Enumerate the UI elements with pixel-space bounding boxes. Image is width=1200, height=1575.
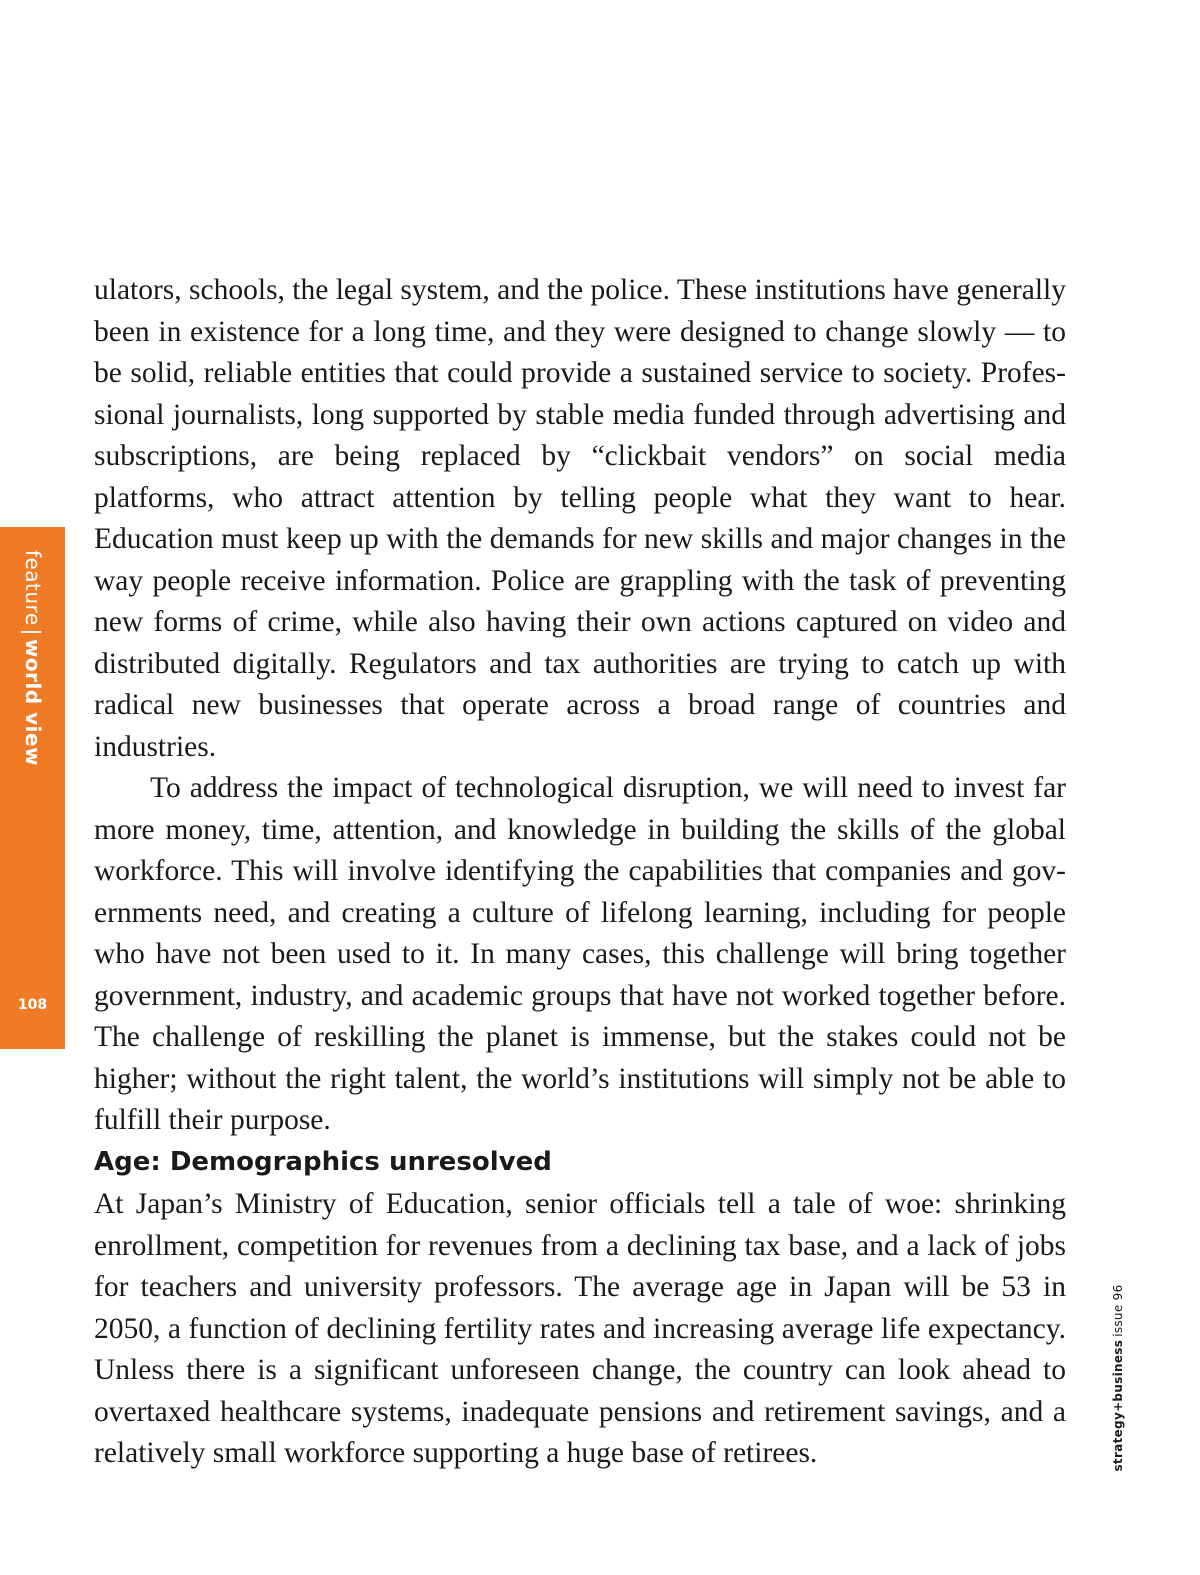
section-label-category: feature	[21, 549, 45, 626]
publication-issue: issue 96	[1111, 1284, 1125, 1337]
section-paragraph: At Japan’s Ministry of Education, senior officials tell a tale of woe: shrinking enrollment, competition for revenues from a declining tax base, and a lack of jobs for teachers and university professors. The average age in Japan will be 53 in 2050, a function of declining fertility rates and increasing average life expectancy. Unless there is a significant unforeseen change, the country can look ahead to overtaxed healthcare systems, inadequate pensions and retirement savings, and a relatively small workforce supporting a huge base of retirees.	[94, 1188, 1066, 1469]
body-paragraph-1: ulators, schools, the legal system, and the police. These institutions have generally been in existence for a long time, and they were designed to change slowly — to be solid, reliable entities that could provide a sustained service to society. Professional journalists, long supported by stable media funded through advertising and subscriptions, are being replaced by “clickbait vendors” on social media platforms, who attract attention by telling people what they want to hear. Education must keep up with the demands for new skills and major changes in the way people receive information. Police are grappling with the task of preventing new forms of crime, while also having their own actions captured on video and distributed digitally. Regulators and tax authorities are trying to catch up with radical new businesses that operate across a broad range of countries and industries.	[94, 274, 1066, 763]
section-label	[21, 550, 45, 766]
article-body	[94, 270, 1066, 1142]
publication-footer	[1111, 1284, 1125, 1471]
publication-name: strategy+business	[1111, 1339, 1125, 1472]
body-paragraph-2: To address the impact of technological disruption, we will need to invest far more money, time, attention, and knowledge in building the skills of the global workforce. This will involve identifying the capabilities that companies and governments need, and creating a culture of lifelong learning, including for people who have not been used to it. In many cases, this challenge will bring together government, industry, and academic groups that have not worked together before. The challenge of reskilling the planet is immense, but the stakes could not be higher; without the right talent, the world’s institutions will simply not be able to fulfill their purpose.	[94, 772, 1066, 1136]
section-label-title: world view	[21, 638, 45, 767]
section-heading: Age: Demographics unresolved	[94, 1147, 552, 1177]
section-label-separator: |	[21, 628, 45, 636]
page-number: 108	[17, 997, 48, 1013]
